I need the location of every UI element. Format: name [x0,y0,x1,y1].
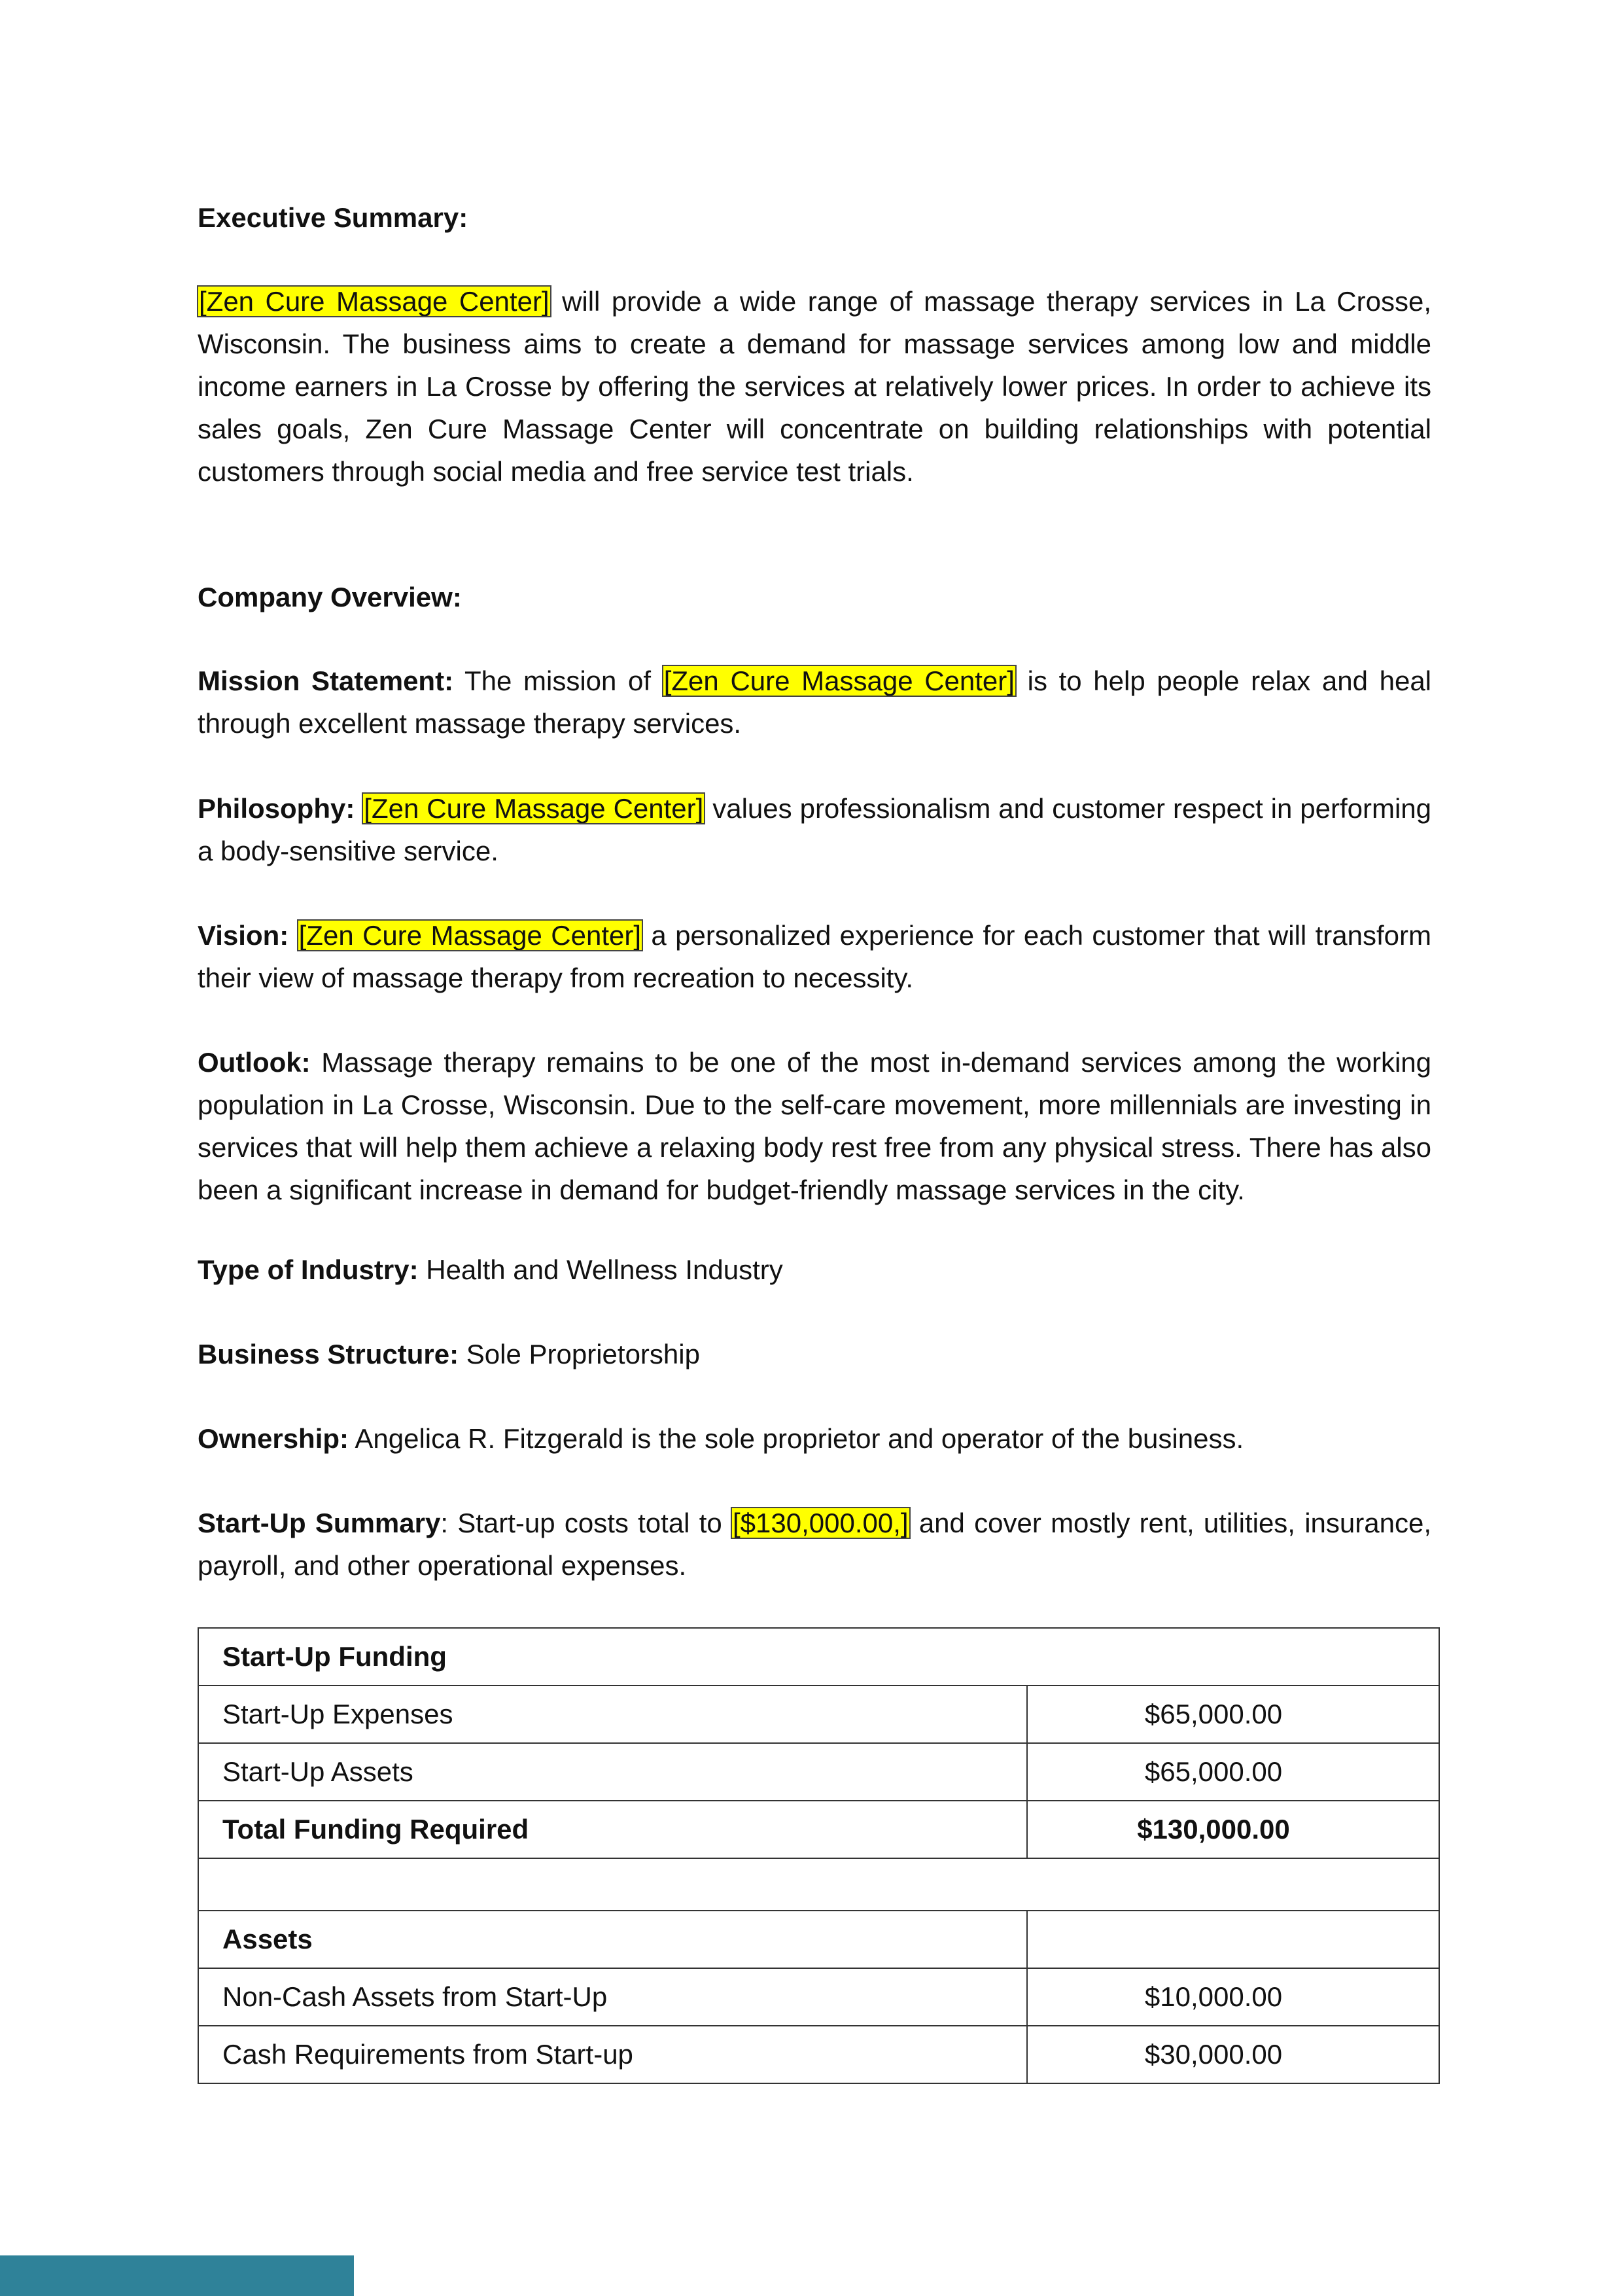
row-label: Non-Cash Assets from Start-Up [198,1968,1027,2026]
vision-text: a personalized experience for each customer that will transform their view of massage therapy from recreation to necessity. [198,920,1432,993]
total-value: $130,000.00 [1027,1801,1439,1858]
table-row [198,1743,1439,1801]
outlook-paragraph [198,1041,1431,1211]
executive-summary-text: will provide a wide range of massage therapy services in La Crosse, Wisconsin. The business aims to create a demand for massage services among low and middle income earners in La Crosse by offering the services at relatively lower prices. In order to achieve its sales goals, Zen Cure Massage Center will concentrate on building relationships with potential customers through social media and free service test trials. [198,286,1431,487]
startup-summary-label: Start-Up Summary [198,1508,441,1538]
row-value: $65,000.00 [1027,1686,1439,1743]
row-value: $65,000.00 [1027,1743,1439,1801]
table-row [198,1911,1439,1968]
ownership-text: Angelica R. Fitzgerald is the sole proprietor and operator of the business. [349,1423,1244,1454]
table-row [198,1968,1439,2026]
table-row [198,1686,1439,1743]
startup-summary-text-before: : Start-up costs total to [440,1508,732,1538]
company-name-highlight: [Zen Cure Massage Center] [298,920,642,951]
startup-amount-highlight: [$130,000.00,] [733,1508,909,1538]
philosophy-label: Philosophy: [198,793,355,824]
startup-summary-text-after: and cover mostly rent, utilities, insurance, payroll, and other operational expenses. [198,1508,1431,1581]
row-label: Start-Up Assets [198,1743,1027,1801]
company-name-highlight: [Zen Cure Massage Center] [663,665,1015,696]
table-spacer-row [198,1858,1439,1911]
row-label: Start-Up Expenses [198,1686,1027,1743]
row-label: Cash Requirements from Start-up [198,2026,1027,2083]
company-name-highlight: [Zen Cure Massage Center] [364,793,704,824]
philosophy-paragraph [198,787,1431,872]
empty-cell [1027,1911,1439,1968]
total-label: Total Funding Required [198,1801,1027,1858]
mission-text-after: is to help people relax and heal through excellent massage therapy services. [198,665,1432,739]
assets-heading: Assets [198,1911,1027,1968]
company-overview-heading: Company Overview: [198,582,462,612]
mission-label: Mission Statement: [198,665,454,696]
table-row [198,2026,1439,2083]
company-name-highlight: [Zen Cure Massage Center] [199,286,550,317]
ownership-label: Ownership: [198,1423,349,1454]
industry-label: Type of Industry: [198,1254,419,1285]
vision-paragraph [198,914,1431,999]
ownership-paragraph [198,1417,1431,1460]
startup-funding-heading: Start-Up Funding [198,1628,1439,1686]
startup-summary-paragraph [198,1502,1431,1587]
empty-cell [198,1858,1439,1911]
row-value: $10,000.00 [1027,1968,1439,2026]
philosophy-text: values professionalism and customer respect in performing a body-sensitive service. [198,793,1431,866]
business-structure-text: Sole Proprietorship [459,1339,700,1369]
table-row [198,1628,1439,1686]
mission-statement-paragraph [198,660,1431,745]
industry-text: Health and Wellness Industry [418,1254,783,1285]
startup-funding-table [198,1627,1440,2084]
business-structure-label: Business Structure: [198,1339,459,1369]
business-structure-paragraph [198,1333,1431,1375]
executive-summary-paragraph [198,280,1431,493]
mission-text-before: The mission of [453,665,663,696]
footer-accent-bar [0,2255,354,2296]
outlook-label: Outlook: [198,1047,311,1078]
executive-summary-heading: Executive Summary: [198,202,468,233]
row-value: $30,000.00 [1027,2026,1439,2083]
industry-paragraph [198,1248,1431,1291]
table-row [198,1801,1439,1858]
vision-label: Vision: [198,920,289,951]
outlook-text: Massage therapy remains to be one of the most in-demand services among the working population in La Crosse, Wisconsin. Due to the self-care movement, more millennials are investing in services that will help them achieve a relaxing body rest free from any physical stress. There has also been a significant increase in demand for budget-friendly massage services in the city. [198,1047,1431,1205]
